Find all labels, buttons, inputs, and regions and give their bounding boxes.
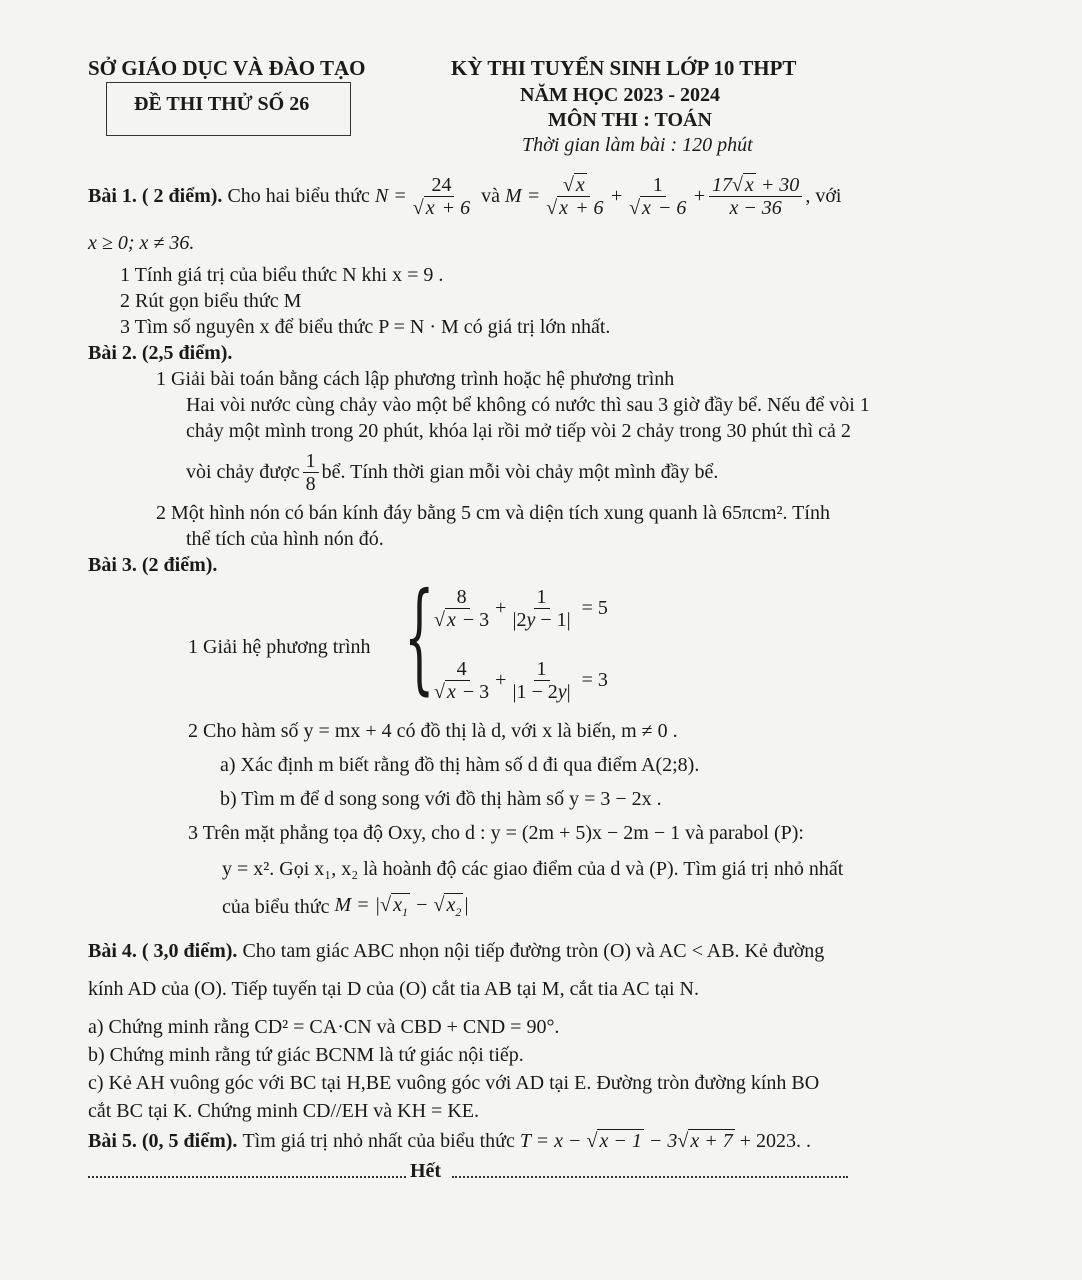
bai4-b: b) Chứng minh rằng tứ giác BCNM là tứ giác nội tiếp. [88,1044,524,1066]
formula-n: N = $\frac{24}{√ x + 6}$ [374,173,471,219]
bai4-c-line2: cắt BC tại K. Chứng minh CD//EH và KH = KE. [88,1100,479,1122]
bai2-q2-line2: thể tích của hình nón đó. [186,528,384,550]
bai1-line [88,166,841,226]
bai5-line [88,1130,811,1153]
bai5-text: Tìm giá trị nhỏ nhất của biểu thức [242,1130,515,1152]
bai1-q1: 1 Tính giá trị của biểu thức N khi x = 9 . [120,264,444,286]
school-year: NĂM HỌC 2023 - 2024 [520,84,720,106]
bai3-q2: 2 Cho hàm số y = mx + 4 có đồ thị là d, với x là biến, m ≠ 0 . [188,720,678,742]
bai3-q2a: a) Xác định m biết rằng đồ thị hàm số d đi qua điểm A(2;8). [220,754,700,776]
duration: Thời gian làm bài : 120 phút [522,134,753,156]
bai5-title: Bài 5. (0, 5 điểm). [88,1130,238,1152]
bai4-c-line1: c) Kẻ AH vuông góc với BC tại H,BE vuông góc với AD tại E. Đường tròn đường kính BO [88,1072,820,1094]
exam-title: KỲ THI TUYỂN SINH LỚP 10 THPT [451,56,797,80]
footer-end: Hết [410,1160,442,1182]
bai1-and: và [481,184,501,207]
bai3-title: Bài 3. (2 điểm). [88,554,218,576]
bai4-a: a) Chứng minh rằng CD² = CA·CN và CBD + CND = 90°. [88,1016,560,1038]
formula-m-abs: M = |√ $x_1$ − √ $x_2$ | [334,894,469,919]
bai2-title: Bài 2. (2,5 điểm). [88,342,233,364]
bai3-q3-line3 [222,894,469,920]
formula-m: M = $\frac{√ x}{√ x + 6}$ + $\frac{1}{√ x - 6}$ + $\frac{17√ x + 30}{x - 36}$ [505,174,805,219]
bai3-q1: 1 Giải hệ phương trình [188,636,371,658]
bai2-q1-line3a: vòi chảy được [186,460,300,483]
bai3-q3-line1: 3 Trên mặt phẳng tọa độ Oxy, cho d : y = (2m + 5)x − 2m − 1 và parabol (P): [188,822,804,844]
dept-name: SỞ GIÁO DỤC VÀ ĐÀO TẠO [88,56,366,80]
system-brace: { [404,568,435,707]
bai2-q1-line3b: bể. Tính thời gian mỗi vòi chảy một mình đầy bể. [321,460,719,483]
bai2-q1-line3 [186,446,718,498]
system-eq2: $\frac{4}{√ x - 3}$ + $\frac{1}{|1 - 2y|}$ = 3 [434,657,608,703]
system-eq1: $\frac{8}{√ x - 3}$ + $\frac{1}{|2y - 1|}$ = 5 [434,585,608,631]
fraction-one-eighth: $\frac{1}{8}$ [303,450,319,495]
bai2-q1-line2: chảy một mình trong 20 phút, khóa lại rồi mở tiếp vòi 2 chảy trong 30 phút thì cả 2 [186,420,851,442]
bai4-line2: kính AD của (O). Tiếp tuyến tại D của (O) cắt tia AB tại M, cắt tia AC tại N. [88,978,699,1000]
subject: MÔN THI : TOÁN [548,109,712,131]
bai2-q2-line1: 2 Một hình nón có bán kính đáy bằng 5 cm và diện tích xung quanh là 65πcm². Tính [156,502,830,524]
exam-code: ĐỀ THI THỬ SỐ 26 [134,93,310,115]
bai1-with: , với [805,184,842,207]
footer-dots-left [88,1176,406,1178]
bai1-condition: x ≥ 0; x ≠ 36. [88,232,195,254]
bai2-q1-title: 1 Giải bài toán bằng cách lập phương trình hoặc hệ phương trình [156,368,675,390]
bai3-q2b: b) Tìm m để d song song với đồ thị hàm số y = 3 − 2x . [220,788,662,810]
bai4-line1 [88,940,824,963]
formula-t: T = x − √ x − 1 − 3√ x + 7 [519,1130,733,1152]
bai1-title: Bài 1. ( 2 điểm). [88,184,223,207]
footer-dots-right [452,1176,848,1178]
bai4-line1-text: Cho tam giác ABC nhọn nội tiếp đường tròn (O) và AC < AB. Kẻ đường [242,940,825,962]
bai1-q3: 3 Tìm số nguyên x để biểu thức P = N · M có giá trị lớn nhất. [120,316,611,338]
bai1-q2: 2 Rút gọn biểu thức M [120,290,302,312]
bai5-tail: + 2023. . [739,1130,811,1152]
bai1-intro: Cho hai biểu thức [227,184,370,207]
bai3-q3-line2: y = x². Gọi x₁, x₂ là hoành độ các giao điểm của d và (P). Tìm giá trị nhỏ nhất [222,858,844,880]
bai4-title: Bài 4. ( 3,0 điểm). [88,940,238,962]
bai3-q3-line3-text: của biểu thức [222,895,330,918]
bai2-q1-line1: Hai vòi nước cùng chảy vào một bể không có nước thì sau 3 giờ đầy bể. Nếu để vòi 1 [186,394,870,416]
